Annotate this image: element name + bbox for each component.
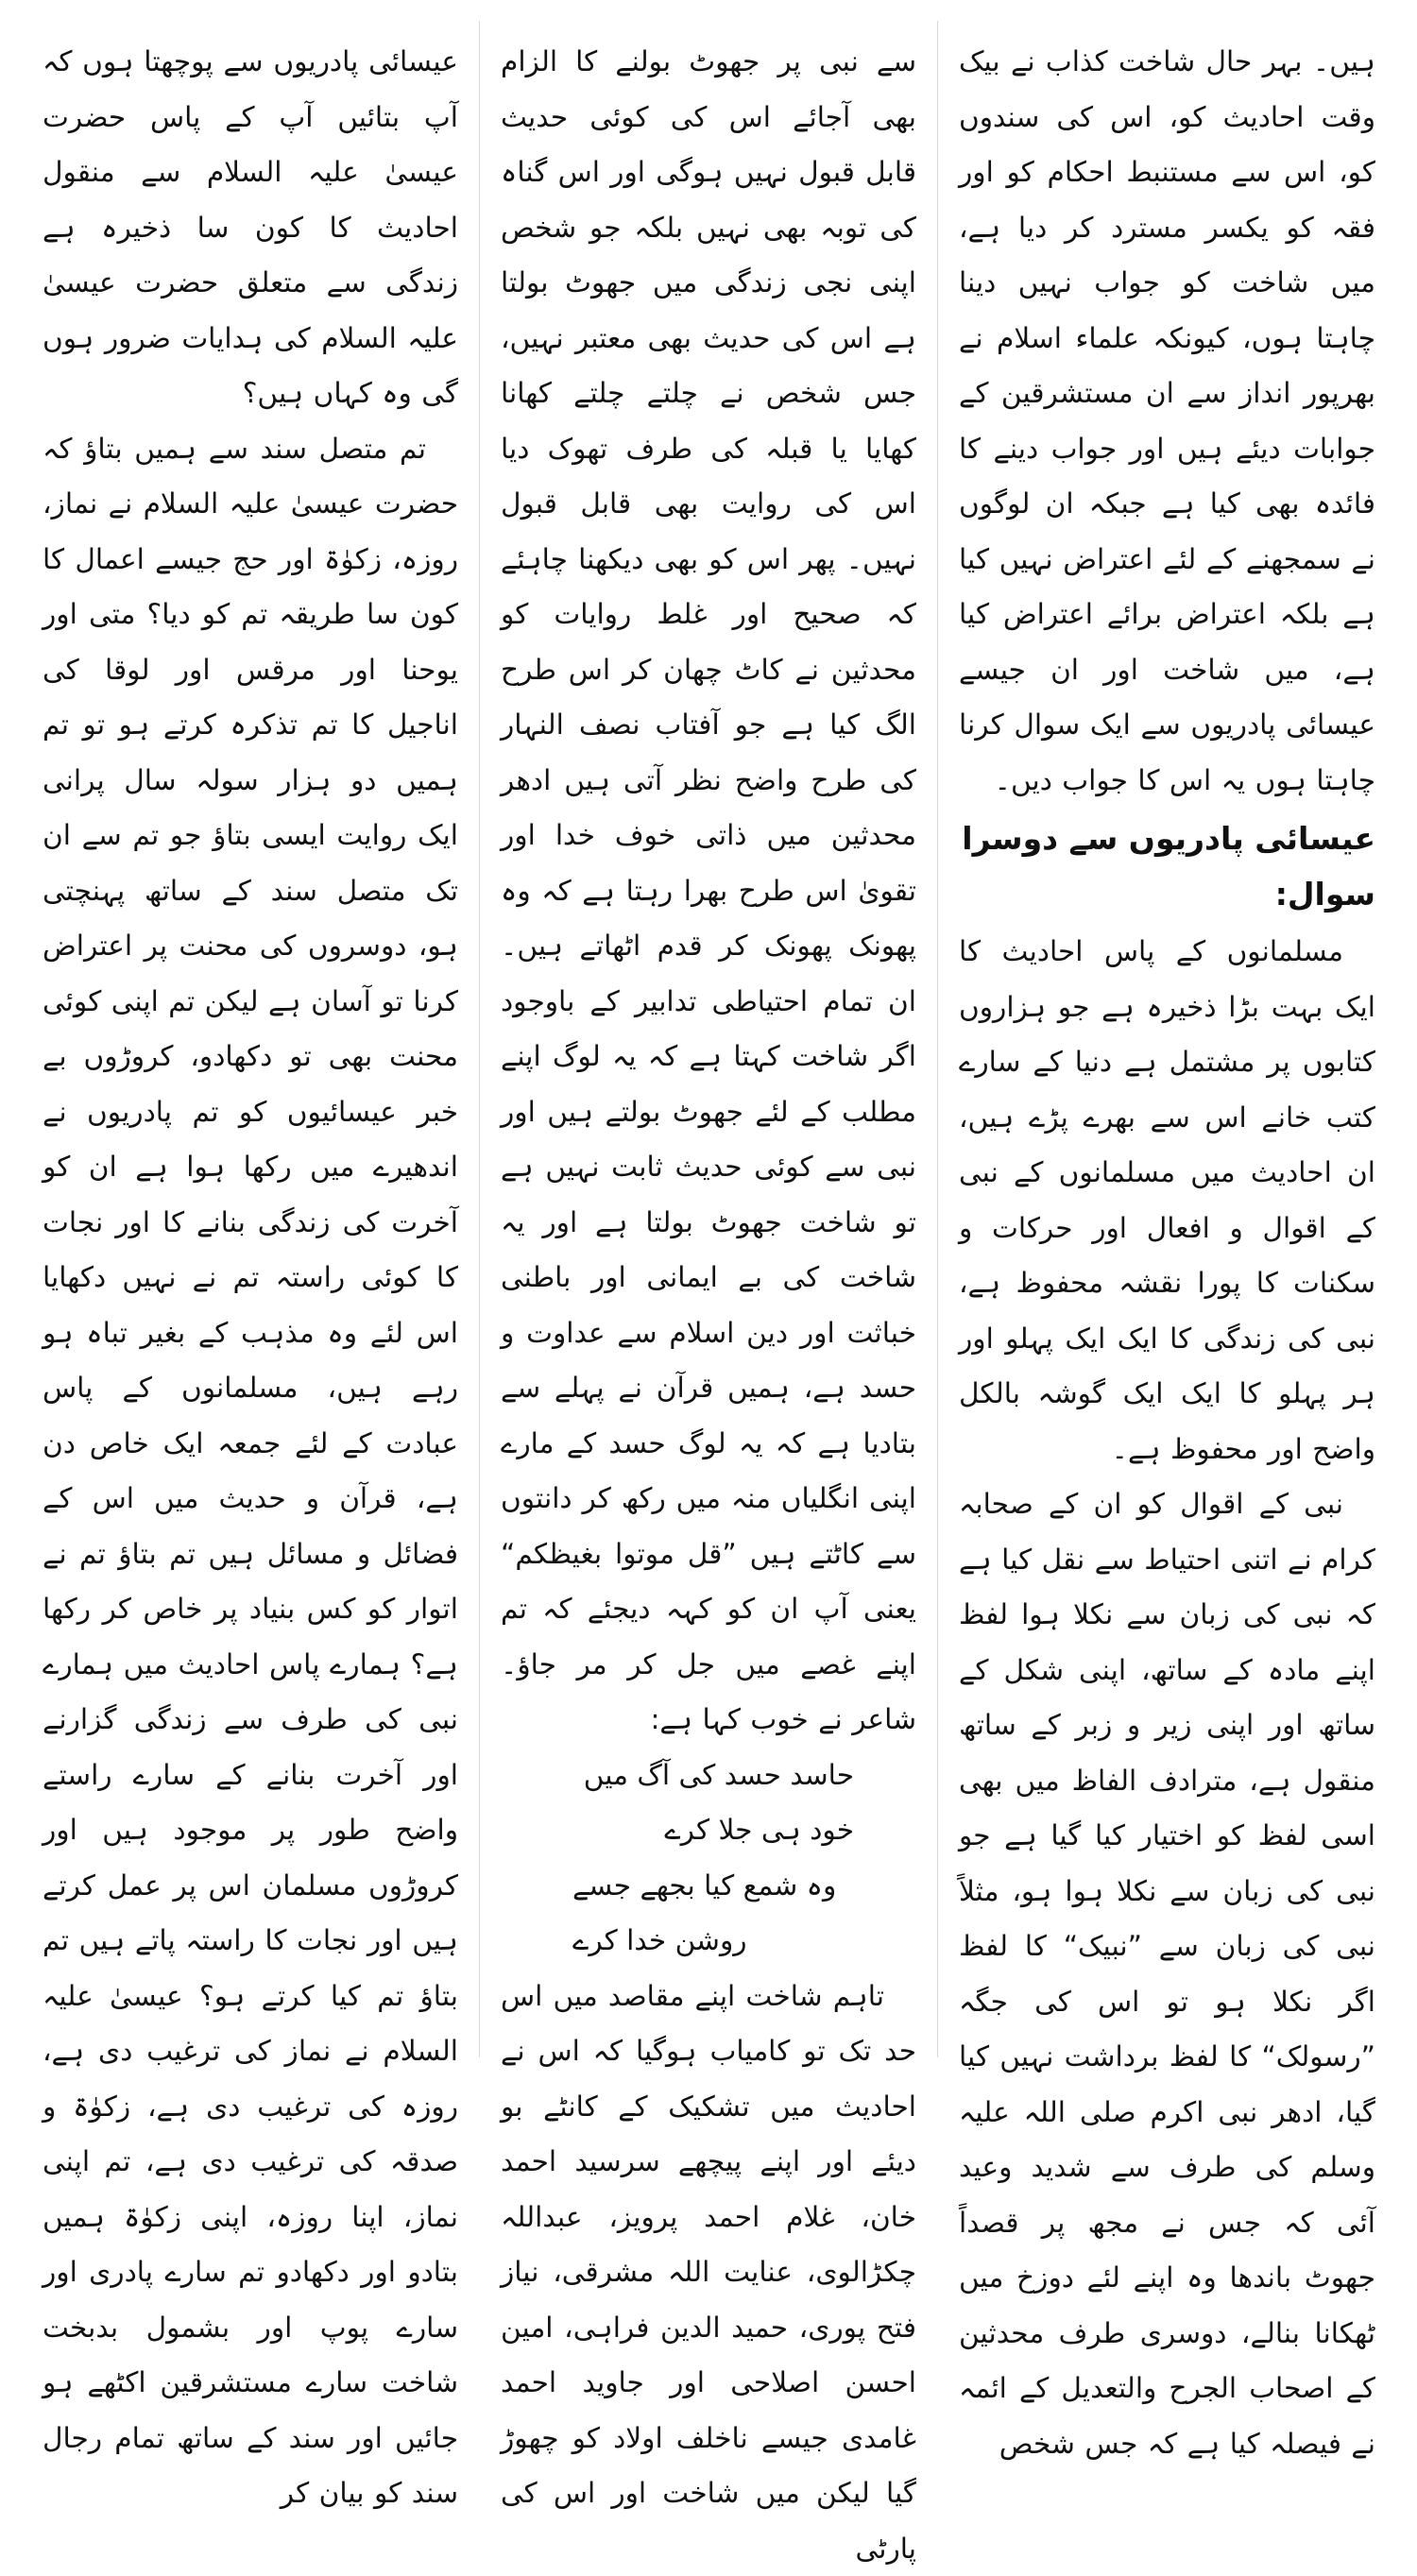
column-middle — [480, 21, 938, 2057]
paragraph: سے نبی پر جھوٹ بولنے کا الزام بھی آجائے اس کی کوئی حدیث قابل قبول نہیں ہوگی اور اس گناہ کی توبہ بھی نہیں بلکہ جو شخص اپنی نجی زندگی میں جھوٹ بولتا ہے اس کی حدیث بھی معتبر نہیں، جس شخص نے چلتے چلتے کھانا کھایا یا قبلہ کی طرف تھوک دیا اس کی روایت بھی قابل قبول نہیں۔ پھر اس کو بھی دیکھنا چاہئے کہ صحیح اور غلط روایات کو محدثین نے کاٹ چھان کر اس طرح الگ کیا ہے جو آفتاب نصف النہار کی طرح واضح نظر آتی ہیں ادھر محدثین میں ذاتی خوف خدا اور تقویٰ اس طرح بھرا رہتا ہے کہ وہ پھونک پھونک کر قدم اٹھاتے ہیں۔ ان تمام احتیاطی تدابیر کے باوجود اگر شاخت کہتا ہے کہ یہ لوگ اپنے مطلب کے لئے جھوٹ بولتے ہیں اور نبی سے کوئی حدیث ثابت نہیں ہے تو شاخت جھوٹ بولتا ہے اور یہ شاخت کی بے ایمانی اور باطنی خباثت اور دین اسلام سے عداوت و حسد ہے، ہمیں قرآن نے پہلے سے بتادیا ہے کہ یہ لوگ حسد کے مارے اپنی انگلیاں منہ میں رکھ کر دانتوں سے کاٹتے ہیں ”قل موتوا بغیظکم“ یعنی آپ ان کو کہہ دیجئے کہ تم اپنے غصے میں جل کر مر جاؤ۔ شاعر نے خوب کہا ہے: — [501, 34, 916, 1748]
couplet-line-1: حاسد حسد کی آگ میں خود ہی جلا کرے — [535, 1748, 882, 1858]
paragraph: ہیں۔ بہر حال شاخت کذاب نے بیک وقت احادیث کو، اس کی سندوں کو، اس سے مستنبط احکام کو اور فقہ کو یکسر مسترد کر دیا ہے، میں شاخت کو جواب نہیں دینا چاہتا ہوں، کیونکہ علماء اسلام نے بھرپور انداز سے ان مستشرقین کے جوابات دیئے ہیں اور جواب دینے کا فائدہ بھی کیا ہے جبکہ ان لوگوں نے سمجھنے کے لئے اعتراض نہیں کیا ہے بلکہ اعتراض برائے اعتراض کیا ہے، میں شاخت اور ان جیسے عیسائی پادریوں سے ایک سوال کرنا چاہتا ہوں یہ اس کا جواب دیں۔ — [959, 34, 1375, 808]
column-left — [22, 21, 480, 2057]
newspaper-page — [21, 21, 1396, 2057]
paragraph: نبی کے اقوال کو ان کے صحابہ کرام نے اتنی احتیاط سے نقل کیا ہے کہ نبی کی زبان سے نکلا ہوا لفظ اپنے مادہ کے ساتھ، اپنی شکل کے ساتھ اور اپنی زیر و زبر کے ساتھ منقول ہے، مترادف الفاظ میں بھی اسی لفظ کو اختیار کیا گیا ہے جو نبی کی زبان سے نکلا ہوا ہو، مثلاً نبی کی زبان سے ”نبیک“ کا لفظ اگر نکلا ہو تو اس کی جگہ ”رسولک“ کا لفظ برداشت نہیں کیا گیا، ادھر نبی اکرم صلی اللہ علیہ وسلم کی طرف سے شدید وعید آئی کہ جس نے مجھ پر قصداً جھوٹ باندھا وہ اپنے لئے دوزخ میں ٹھکانا بنالے، دوسری طرف محدثین کے اصحاب الجرح والتعدیل کے ائمہ نے فیصلہ کیا ہے کہ جس شخص — [959, 1476, 1375, 2471]
column-right-text — [959, 34, 1375, 2471]
paragraph: مسلمانوں کے پاس احادیث کا ایک بہت بڑا ذخیرہ ہے جو ہزاروں کتابوں پر مشتمل ہے دنیا کے سارے کتب خانے اس سے بھرے پڑے ہیں، ان احادیث میں مسلمانوں کے نبی کے اقوال و افعال اور حرکات و سکنات کا پورا نقشہ محفوظ ہے، نبی کی زندگی کا ایک ایک پہلو اور ہر پہلو کا ایک ایک گوشہ بالکل واضح اور محفوظ ہے۔ — [959, 924, 1375, 1476]
paragraph: تاہم شاخت اپنے مقاصد میں اس حد تک تو کامیاب ہوگیا کہ اس نے احادیث میں تشکیک کے کانٹے بو دیئے اور اپنے پیچھے سرسید احمد خان، غلام احمد پرویز، عبداللہ چکڑالوی، عنایت اللہ مشرقی، نیاز فتح پوری، حمید الدین فراہی، امین احسن اصلاحی اور جاوید احمد غامدی جیسے ناخلف اولاد کو چھوڑ گیا لیکن میں شاخت اور اس کی پارٹی — [501, 1969, 916, 2576]
couplet-line-2: وہ شمع کیا بجھے جسے روشن خدا کرے — [535, 1858, 882, 1969]
column-middle-text — [501, 34, 916, 2576]
column-left-text — [43, 34, 458, 2521]
paragraph: تم متصل سند سے ہمیں بتاؤ کہ حضرت عیسیٰ علیہ السلام نے نماز، روزہ، زکوٰۃ اور حج جیسے اعمال کا کون سا طریقہ تم کو دیا؟ متی اور یوحنا اور مرقس اور لوقا کی اناجیل کا تم تذکرہ کرتے ہو تو تم ہمیں دو ہزار سولہ سال پرانی ایک روایت ایسی بتاؤ جو تم سے ان تک متصل سند کے ساتھ پہنچتی ہو، دوسروں کی محنت پر اعتراض کرنا تو آسان ہے لیکن تم اپنی کوئی محنت بھی تو دکھادو، کروڑوں بے خبر عیسائیوں کو تم پادریوں نے اندھیرے میں رکھا ہوا ہے ان کو آخرت کی زندگی بنانے کا اور نجات کا کوئی راستہ تم نے نہیں دکھایا اس لئے وہ مذہب کے بغیر تباہ ہو رہے ہیں، مسلمانوں کے پاس عبادت کے لئے جمعہ ایک خاص دن ہے، قرآن و حدیث میں اس کے فضائل و مسائل ہیں تم بتاؤ تم نے اتوار کو کس بنیاد پر خاص کر رکھا ہے؟ ہمارے پاس احادیث میں ہمارے نبی کی طرف سے زندگی گزارنے اور آخرت بنانے کے سارے راستے واضح طور پر موجود ہیں اور کروڑوں مسلمان اس پر عمل کرتے ہیں اور نجات کا راستہ پاتے ہیں تم بتاؤ تم کیا کرتے ہو؟ عیسیٰ علیہ السلام نے نماز کی ترغیب دی ہے، روزہ کی ترغیب دی ہے، زکوٰۃ و صدقہ کی ترغیب دی ہے، تم اپنی نماز، اپنا روزہ، اپنی زکوٰۃ ہمیں بتادو اور دکھادو تم سارے پادری اور سارے پوپ اور بشمول بدبخت شاخت سارے مستشرقین اکٹھے ہو جائیں اور سند کے ساتھ تمام رجال سند کو بیان کر — [43, 421, 458, 2521]
paragraph: عیسائی پادریوں سے پوچھتا ہوں کہ آپ بتائیں آپ کے پاس حضرت عیسیٰ علیہ السلام سے منقول احادیث کا کون سا ذخیرہ ہے زندگی سے متعلق حضرت عیسیٰ علیہ السلام کی ہدایات ضرور ہوں گی وہ کہاں ہیں؟ — [43, 34, 458, 421]
column-right — [938, 21, 1396, 2057]
section-heading: عیسائی پادریوں سے دوسرا سوال: — [959, 811, 1375, 922]
poetry-couplet — [501, 1748, 916, 1969]
